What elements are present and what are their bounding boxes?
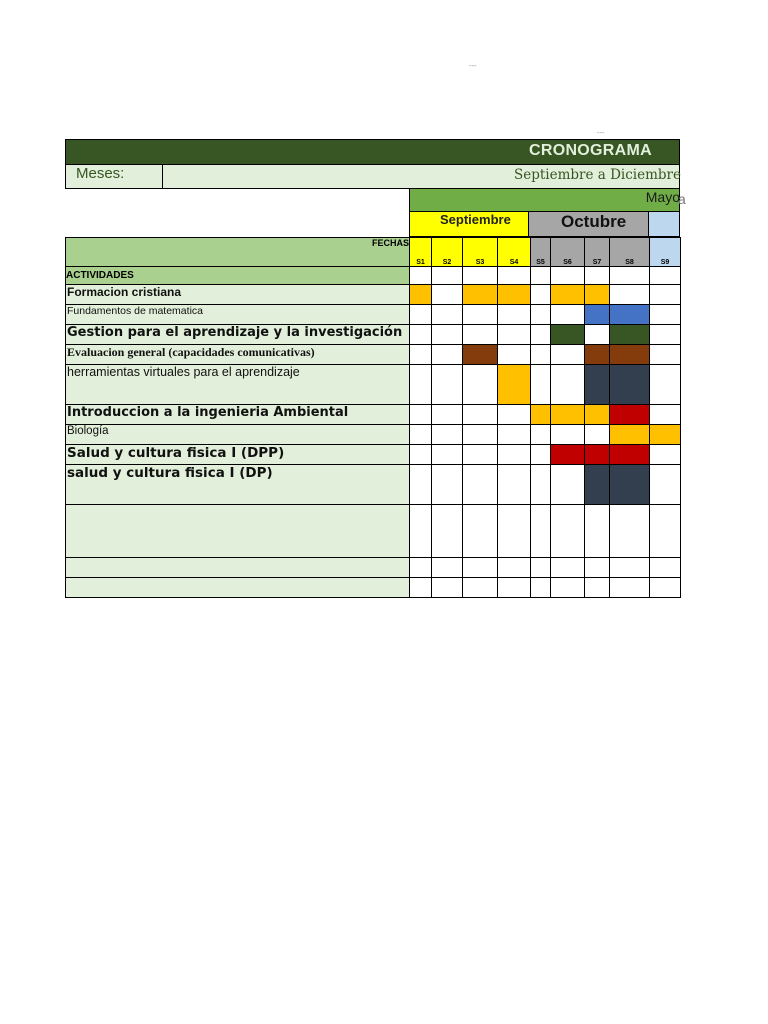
schedule-cell (410, 425, 432, 445)
schedule-cell (498, 345, 531, 365)
schedule-cell (498, 365, 531, 405)
schedule-cell (531, 365, 551, 405)
schedule-cell (650, 445, 681, 465)
weeks-header-row (66, 238, 681, 267)
schedule-cell (650, 267, 681, 285)
schedule-cell (463, 445, 498, 465)
schedule-cell (432, 345, 463, 365)
schedule-cell (531, 578, 551, 598)
schedule-cell (498, 285, 531, 305)
schedule-cell (410, 305, 432, 325)
page-title: CRONOGRAMA (529, 142, 652, 159)
schedule-cell (432, 305, 463, 325)
week-label: S9 (650, 238, 681, 267)
schedule-cell (410, 505, 432, 558)
fechas-label: FECHAS (66, 238, 410, 267)
activity-row (66, 465, 681, 505)
schedule-cell (585, 285, 610, 305)
schedule-cell (432, 325, 463, 345)
month-header-next (649, 212, 680, 237)
schedule-cell (463, 405, 498, 425)
schedule-cell (650, 365, 681, 405)
schedule-cell (463, 325, 498, 345)
week-label: S1 (410, 238, 432, 267)
week-label: S5 (531, 238, 551, 267)
schedule-cell (410, 365, 432, 405)
schedule-cell (585, 267, 610, 285)
month-label: Octubre (561, 212, 627, 231)
schedule-cell (551, 365, 585, 405)
schedule-cell (585, 445, 610, 465)
mayo-bar (409, 189, 680, 212)
schedule-cell (463, 305, 498, 325)
schedule-cell (531, 325, 551, 345)
schedule-cell (585, 505, 610, 558)
activities-label: ACTIVIDADES (66, 267, 410, 285)
schedule-cell (610, 345, 650, 365)
activity-name (66, 578, 410, 598)
schedule-cell (498, 465, 531, 505)
activity-name (66, 505, 410, 558)
schedule-cell (463, 505, 498, 558)
activity-row (66, 505, 681, 558)
activity-name: Gestion para el aprendizaje y la investigación (66, 325, 410, 345)
schedule-cell (531, 425, 551, 445)
schedule-cell (498, 267, 531, 285)
schedule-cell (463, 425, 498, 445)
schedule-cell (432, 465, 463, 505)
schedule-cell (410, 405, 432, 425)
schedule-cell (498, 405, 531, 425)
activity-name: Salud y cultura fisica I (DPP) (66, 445, 410, 465)
mayo-suffix: a (678, 191, 686, 207)
week-label: S3 (463, 238, 498, 267)
schedule-cell (610, 578, 650, 598)
schedule-cell (610, 305, 650, 325)
months-label: Meses: (76, 165, 125, 182)
divider (162, 165, 163, 188)
activity-name: Formacion cristiana (66, 285, 410, 305)
schedule-cell (551, 267, 585, 285)
mayo-label: Mayo (645, 189, 680, 205)
schedule-cell (498, 425, 531, 445)
activity-row (66, 558, 681, 578)
schedule-cell (650, 558, 681, 578)
schedule-cell (650, 405, 681, 425)
schedule-cell (498, 445, 531, 465)
activity-name: Evaluacion general (capacidades comunicativas) (66, 345, 410, 365)
schedule-cell (551, 345, 585, 365)
schedule-cell (531, 285, 551, 305)
schedule-cell (585, 345, 610, 365)
activity-row (66, 578, 681, 598)
schedule-cell (585, 425, 610, 445)
week-label: S2 (432, 238, 463, 267)
activity-name: salud y cultura fisica I (DP) (66, 465, 410, 505)
title-bar (65, 139, 680, 165)
schedule-cell (432, 445, 463, 465)
activity-row (66, 305, 681, 325)
schedule-cell (650, 578, 681, 598)
schedule-cell (432, 267, 463, 285)
schedule-cell (410, 445, 432, 465)
schedule-cell (432, 285, 463, 305)
months-value: Septiembre a Diciembre (513, 167, 681, 183)
schedule-cell (531, 465, 551, 505)
schedule-cell (650, 505, 681, 558)
schedule-cell (410, 465, 432, 505)
schedule-cell (410, 285, 432, 305)
schedule-cell (410, 578, 432, 598)
schedule-cell (531, 345, 551, 365)
week-label: S4 (498, 238, 531, 267)
week-label: S6 (551, 238, 585, 267)
schedule-cell (410, 267, 432, 285)
activities-header-row (66, 267, 681, 285)
schedule-cell (498, 578, 531, 598)
schedule-cell (551, 305, 585, 325)
activity-name: Introduccion a la ingenieria Ambiental (66, 405, 410, 425)
schedule-cell (610, 558, 650, 578)
schedule-cell (463, 558, 498, 578)
schedule-cell (650, 285, 681, 305)
activity-row (66, 345, 681, 365)
schedule-cell (432, 578, 463, 598)
schedule-cell (650, 465, 681, 505)
schedule-cell (531, 558, 551, 578)
schedule-cell (498, 305, 531, 325)
schedule-cell (531, 445, 551, 465)
schedule-cell (585, 405, 610, 425)
schedule-cell (551, 325, 585, 345)
schedule-cell (610, 445, 650, 465)
header-mark: --- (469, 62, 477, 70)
schedule-cell (498, 558, 531, 578)
week-label: S8 (610, 238, 650, 267)
schedule-cell (463, 345, 498, 365)
schedule-cell (551, 558, 585, 578)
month-header-september (409, 212, 529, 237)
activity-row (66, 405, 681, 425)
schedule-cell (463, 578, 498, 598)
activity-name: Fundamentos de matematica (66, 305, 410, 325)
schedule-cell (432, 365, 463, 405)
schedule-cell (463, 465, 498, 505)
schedule-cell (432, 425, 463, 445)
schedule-cell (650, 425, 681, 445)
schedule-cell (551, 285, 585, 305)
schedule-cell (610, 425, 650, 445)
schedule-cell (432, 505, 463, 558)
schedule-cell (531, 405, 551, 425)
activity-row (66, 325, 681, 345)
schedule-cell (551, 578, 585, 598)
schedule-cell (551, 405, 585, 425)
schedule-cell (650, 325, 681, 345)
header-mark: --- (597, 129, 605, 137)
schedule-cell (585, 305, 610, 325)
activity-row (66, 425, 681, 445)
schedule-cell (432, 405, 463, 425)
schedule-cell (551, 445, 585, 465)
schedule-cell (551, 425, 585, 445)
schedule-cell (432, 558, 463, 578)
schedule-cell (610, 325, 650, 345)
schedule-cell (610, 285, 650, 305)
schedule-cell (498, 325, 531, 345)
schedule-cell (650, 345, 681, 365)
schedule-cell (551, 465, 585, 505)
schedule-cell (551, 505, 585, 558)
schedule-cell (410, 558, 432, 578)
schedule-cell (531, 505, 551, 558)
month-label: Septiembre (440, 212, 511, 227)
activity-name: herramientas virtuales para el aprendizaje (66, 365, 410, 405)
schedule-cell (410, 325, 432, 345)
schedule-cell (585, 578, 610, 598)
schedule-cell (410, 345, 432, 365)
schedule-cell (610, 267, 650, 285)
month-header-october (529, 212, 649, 237)
schedule-cell (463, 267, 498, 285)
schedule-cell (610, 405, 650, 425)
activity-name (66, 558, 410, 578)
schedule-cell (650, 305, 681, 325)
activity-row (66, 365, 681, 405)
schedule-cell (498, 505, 531, 558)
months-row (65, 165, 680, 189)
schedule-cell (585, 465, 610, 505)
schedule-cell (531, 305, 551, 325)
schedule-cell (463, 365, 498, 405)
schedule-grid (65, 237, 681, 598)
activity-row (66, 445, 681, 465)
activity-name: Biología (66, 425, 410, 445)
schedule-cell (610, 465, 650, 505)
schedule-cell (610, 505, 650, 558)
schedule-cell (531, 267, 551, 285)
schedule-cell (585, 558, 610, 578)
schedule-cell (610, 365, 650, 405)
schedule-cell (585, 365, 610, 405)
week-label: S7 (585, 238, 610, 267)
schedule-cell (585, 325, 610, 345)
activity-row (66, 285, 681, 305)
schedule-cell (463, 285, 498, 305)
